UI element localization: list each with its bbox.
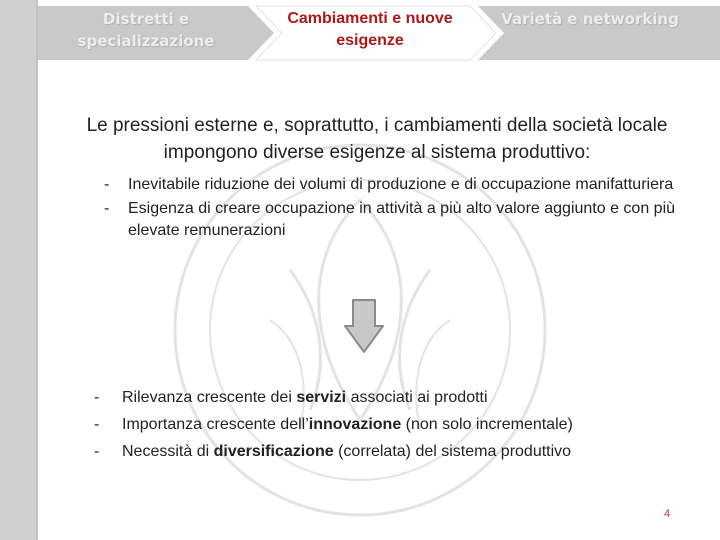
intro-paragraph: Le pressioni esterne e, soprattutto, i cambiamenti della società locale impongono diverse esigenze al sistema produttivo: bbox=[86, 115, 668, 163]
step-2-label[interactable]: Cambiamenti e nuove esigenze bbox=[287, 10, 453, 49]
list-item-post: associati ai prodotti bbox=[346, 389, 488, 406]
list-item-pre: Importanza crescente dell’ bbox=[122, 416, 309, 433]
bullet-dash: - bbox=[104, 176, 110, 193]
list-needs bbox=[94, 384, 694, 465]
bullet-dash: - bbox=[94, 389, 100, 406]
list-item bbox=[104, 198, 704, 242]
list-item-text: Inevitabile riduzione dei volumi di produzione e di occupazione manifatturiera bbox=[128, 176, 674, 193]
down-arrow-icon bbox=[343, 298, 385, 356]
bullet-dash: - bbox=[104, 200, 110, 217]
list-item bbox=[94, 438, 694, 465]
list-item bbox=[94, 411, 694, 438]
list-pressures bbox=[104, 174, 704, 244]
list-item bbox=[104, 174, 704, 196]
bullet-dash: - bbox=[94, 443, 100, 460]
process-steps bbox=[38, 0, 720, 66]
bullet-dash: - bbox=[94, 416, 100, 433]
left-sidebar-bar bbox=[0, 0, 38, 540]
step-1-label[interactable]: Distretti e specializzazione bbox=[77, 10, 215, 50]
list-item-bold: innovazione bbox=[308, 416, 402, 433]
list-item-text: Esigenza di creare occupazione in attività a più alto valore aggiunto e con più elevate remunerazioni bbox=[128, 200, 676, 239]
list-item-post: (correlata) del sistema produttivo bbox=[333, 443, 572, 460]
step-3-label[interactable]: Varietà e networking bbox=[501, 10, 679, 28]
list-item bbox=[94, 384, 694, 411]
list-item-pre: Necessità di bbox=[122, 443, 214, 460]
page-number: 4 bbox=[664, 508, 671, 520]
list-item-pre: Rilevanza crescente dei bbox=[122, 389, 297, 406]
list-item-bold: servizi bbox=[296, 389, 347, 406]
list-item-post: (non solo incrementale) bbox=[401, 416, 573, 433]
list-item-bold: diversificazione bbox=[213, 443, 334, 460]
